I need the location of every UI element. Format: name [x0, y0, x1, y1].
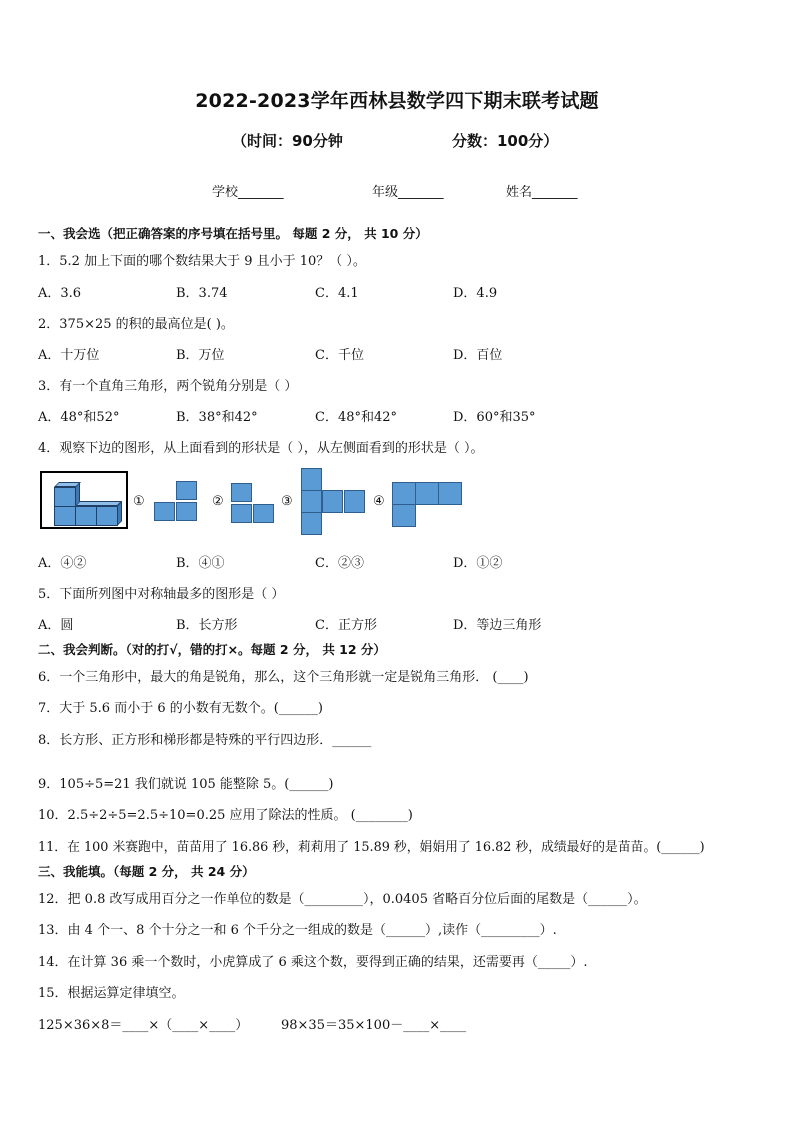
school-field: 学校_______ — [212, 185, 284, 200]
view-figure-4 — [392, 482, 462, 528]
question-13: 13．由 4 个一、8 个十分之一和 6 个千分之一组成的数是（______）,读作（_________）. — [38, 923, 557, 938]
question-2: 2．375×25 的积的最高位是( )。 — [38, 317, 234, 332]
question-9: 9．105÷5=21 我们就说 105 能整除 5。(______) — [38, 777, 334, 792]
question-3: 3．有一个直角三角形，两个锐角分别是（ ） — [38, 379, 298, 394]
grade-field: 年级_______ — [372, 185, 444, 200]
section-2-heading: 二、我会判断。（对的打√，错的打×。每题 2 分， 共 12 分） — [38, 642, 386, 657]
figure-label-4: ④ — [373, 494, 385, 509]
q2-option-d: D．百位 — [453, 348, 503, 363]
question-10: 10．2.5÷2÷5=2.5÷10=0.25 应用了除法的性质。 (________) — [38, 808, 413, 823]
q4-option-a: A．④② — [38, 556, 87, 571]
exam-time: （时间：90分钟 — [232, 132, 343, 150]
figure-label-3: ③ — [281, 494, 293, 509]
question-15-part-a: 125×36×8＝____×（____×____） — [38, 1018, 249, 1033]
q4-option-d: D．①② — [453, 556, 503, 571]
q3-option-b: B．38°和42° — [176, 410, 258, 425]
section-3-heading: 三、我能填。（每题 2 分， 共 24 分） — [38, 864, 255, 879]
name-field: 姓名_______ — [506, 185, 578, 200]
q3-option-c: C．48°和42° — [315, 410, 398, 425]
q5-option-b: B．长方形 — [176, 618, 238, 633]
q1-option-d: D．4.9 — [453, 286, 498, 301]
section-1-heading: 一、我会选（把正确答案的序号填在括号里。 每题 2 分， 共 10 分） — [38, 226, 428, 241]
view-figure-3 — [301, 468, 371, 536]
question-1: 1．5.2 加上下面的哪个数结果大于 9 且小于 10？（ ）。 — [38, 254, 366, 269]
q1-option-b: B．3.74 — [176, 286, 228, 301]
q2-option-b: B．万位 — [176, 348, 225, 363]
question-6: 6．一个三角形中，最大的角是锐角，那么，这个三角形就一定是锐角三角形． (____) — [38, 670, 529, 685]
question-8: 8．长方形、正方形和梯形都是特殊的平行四边形．______ — [38, 733, 372, 748]
q2-option-c: C．千位 — [315, 348, 364, 363]
q5-option-a: A．圆 — [38, 618, 74, 633]
exam-score: 分数：100分） — [452, 132, 559, 150]
q5-option-d: D．等边三角形 — [453, 618, 542, 633]
figure-label-1: ① — [133, 494, 145, 509]
question-15-part-b: 98×35＝35×100－____×____ — [281, 1018, 467, 1033]
view-figure-2 — [231, 483, 277, 525]
question-12: 12．把 0.8 改写成用百分之一作单位的数是（_________），0.0405 省略百分位后面的尾数是（______）。 — [38, 892, 647, 907]
figure-label-2: ② — [212, 494, 224, 509]
solid-figure — [40, 471, 128, 529]
page-title: 2022-2023学年西林县数学四下期末联考试题 — [195, 90, 599, 112]
question-7: 7．大于 5.6 而小于 6 的小数有无数个。(______) — [38, 701, 323, 716]
q3-option-d: D．60°和35° — [453, 410, 536, 425]
q3-option-a: A．48°和52° — [38, 410, 120, 425]
q2-option-a: A．十万位 — [38, 348, 100, 363]
question-11: 11．在 100 米赛跑中，苗苗用了 16.86 秒，莉莉用了 15.89 秒，娟娟用了 16.82 秒，成绩最好的是苗苗。(______) — [38, 840, 705, 855]
question-4: 4．观察下边的图形，从上面看到的形状是（ ），从左侧面看到的形状是（ ）。 — [38, 441, 484, 456]
q4-option-c: C．②③ — [315, 556, 364, 571]
q1-option-c: C．4.1 — [315, 286, 359, 301]
question-5: 5．下面所列图中对称轴最多的图形是（ ） — [38, 587, 285, 602]
view-figure-1 — [154, 481, 200, 523]
q5-option-c: C．正方形 — [315, 618, 377, 633]
question-14: 14．在计算 36 乘一个数时，小虎算成了 6 乘这个数，要得到正确的结果，还需要再（_____）. — [38, 955, 588, 970]
q1-option-a: A．3.6 — [38, 286, 82, 301]
q4-option-b: B．④① — [176, 556, 225, 571]
question-15: 15．根据运算定律填空。 — [38, 986, 185, 1001]
